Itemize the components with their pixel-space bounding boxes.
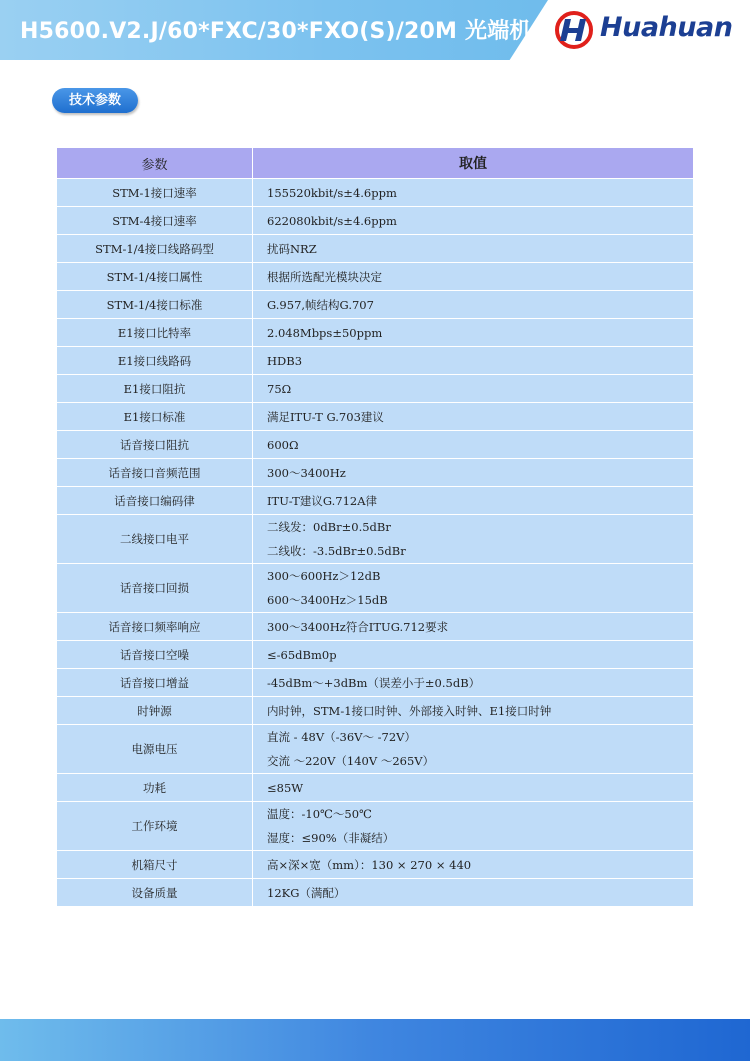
param-value-line: 满足ITU-T G.703建议 (267, 409, 384, 424)
table-row (57, 207, 694, 235)
param-value-line: 温度：-10℃～50℃ (267, 807, 372, 821)
param-value-line: 高×深×宽（mm）：130 × 270 × 440 (267, 857, 472, 872)
table-row (57, 641, 694, 669)
param-name: STM-1/4接口标准 (57, 291, 253, 319)
param-value-line: -45dBm～+3dBm（误差小于±0.5dB） (267, 675, 481, 690)
param-value (253, 613, 694, 641)
param-name: 二线接口电平 (57, 515, 253, 564)
param-column-header: 参数 (57, 148, 253, 179)
param-value (253, 235, 694, 263)
param-value (253, 431, 694, 459)
param-value (253, 263, 694, 291)
table-row (57, 319, 694, 347)
param-value-line: 622080kbit/s±4.6ppm (267, 213, 397, 228)
section-label: 技术参数 (52, 88, 138, 113)
table-row (57, 613, 694, 641)
table-row (57, 697, 694, 725)
param-value (253, 564, 694, 613)
logo-text: Huahuan (600, 12, 733, 43)
param-value (253, 669, 694, 697)
param-name: STM-1/4接口属性 (57, 263, 253, 291)
param-value (253, 319, 694, 347)
table-row (57, 291, 694, 319)
param-value-line: 二线收：-3.5dBr±0.5dBr (267, 544, 406, 558)
param-name: STM-1接口速率 (57, 179, 253, 207)
param-name: 功耗 (57, 774, 253, 802)
param-value (253, 487, 694, 515)
param-value-line: 直流 - 48V（-36V～ -72V） (267, 730, 416, 744)
table-body (57, 179, 694, 907)
param-value-line: 湿度：≤90%（非凝结） (267, 831, 395, 845)
param-value-line: 600～3400Hz＞15dB (267, 593, 388, 607)
param-name: 话音接口回损 (57, 564, 253, 613)
param-value (253, 347, 694, 375)
param-name: 电源电压 (57, 725, 253, 774)
param-name: 话音接口增益 (57, 669, 253, 697)
param-name: STM-4接口速率 (57, 207, 253, 235)
param-value (253, 459, 694, 487)
param-value-line: 75Ω (267, 381, 292, 396)
param-name: 话音接口空噪 (57, 641, 253, 669)
param-value-line: 12KG（满配） (267, 885, 346, 900)
table-row (57, 235, 694, 263)
param-value-line: 2.048Mbps±50ppm (267, 325, 383, 340)
table-row (57, 669, 694, 697)
param-value (253, 851, 694, 879)
table-row (57, 774, 694, 802)
table-row (57, 879, 694, 907)
table-row (57, 431, 694, 459)
huahuan-logo-icon (552, 10, 598, 50)
param-name: E1接口线路码 (57, 347, 253, 375)
param-name: 工作环境 (57, 802, 253, 851)
param-name: 话音接口音频范围 (57, 459, 253, 487)
param-value (253, 207, 694, 235)
table-row (57, 487, 694, 515)
param-value-line: 扰码NRZ (267, 241, 317, 256)
param-value-line: 300～3400Hz符合ITUG.712要求 (267, 619, 449, 634)
param-name: E1接口阻抗 (57, 375, 253, 403)
param-value (253, 403, 694, 431)
table-row (57, 459, 694, 487)
param-value (253, 179, 694, 207)
param-value (253, 725, 694, 774)
huahuan-logo (552, 10, 748, 50)
table-row (57, 263, 694, 291)
param-name: STM-1/4接口线路码型 (57, 235, 253, 263)
param-value-line: 二线发：0dBr±0.5dBr (267, 520, 391, 534)
page-title: H5600.V2.J/60*FXC/30*FXO(S)/20M 光端机 (20, 19, 532, 44)
param-value-line: ≤85W (267, 780, 304, 795)
param-value-line: 300～600Hz＞12dB (267, 569, 381, 583)
table-row (57, 179, 694, 207)
param-value-line: HDB3 (267, 353, 303, 368)
param-name: 话音接口阻抗 (57, 431, 253, 459)
param-name: 机箱尺寸 (57, 851, 253, 879)
table-row (57, 403, 694, 431)
param-value (253, 697, 694, 725)
param-value-line: 内时钟，STM-1接口时钟、外部接入时钟、E1接口时钟 (267, 703, 552, 718)
param-value-line: 根据所选配光模块决定 (267, 269, 382, 284)
param-value-line: 300～3400Hz (267, 465, 346, 480)
table-row (57, 851, 694, 879)
table-header-row (57, 148, 694, 179)
param-name: 设备质量 (57, 879, 253, 907)
param-value (253, 879, 694, 907)
param-name: 时钟源 (57, 697, 253, 725)
table-row (57, 515, 694, 564)
param-name: 话音接口编码律 (57, 487, 253, 515)
param-name: E1接口标准 (57, 403, 253, 431)
param-name: 话音接口频率响应 (57, 613, 253, 641)
param-value (253, 802, 694, 851)
param-value (253, 291, 694, 319)
param-value-line: G.957,帧结构G.707 (267, 297, 374, 312)
value-column-header: 取值 (253, 148, 694, 179)
param-value-line: 155520kbit/s±4.6ppm (267, 185, 397, 200)
table-row (57, 564, 694, 613)
table-row (57, 375, 694, 403)
param-value (253, 641, 694, 669)
param-name: E1接口比特率 (57, 319, 253, 347)
param-value (253, 515, 694, 564)
param-value (253, 375, 694, 403)
param-value-line: ITU-T建议G.712A律 (267, 493, 378, 508)
table-row (57, 347, 694, 375)
table-row (57, 802, 694, 851)
param-value-line: ≤-65dBm0p (267, 647, 337, 662)
param-value-line: 交流 ～220V（140V ～265V） (267, 754, 435, 768)
param-value-line: 600Ω (267, 437, 299, 452)
footer-band (0, 1019, 750, 1061)
table-row (57, 725, 694, 774)
param-value (253, 774, 694, 802)
parameters-table (57, 148, 694, 906)
